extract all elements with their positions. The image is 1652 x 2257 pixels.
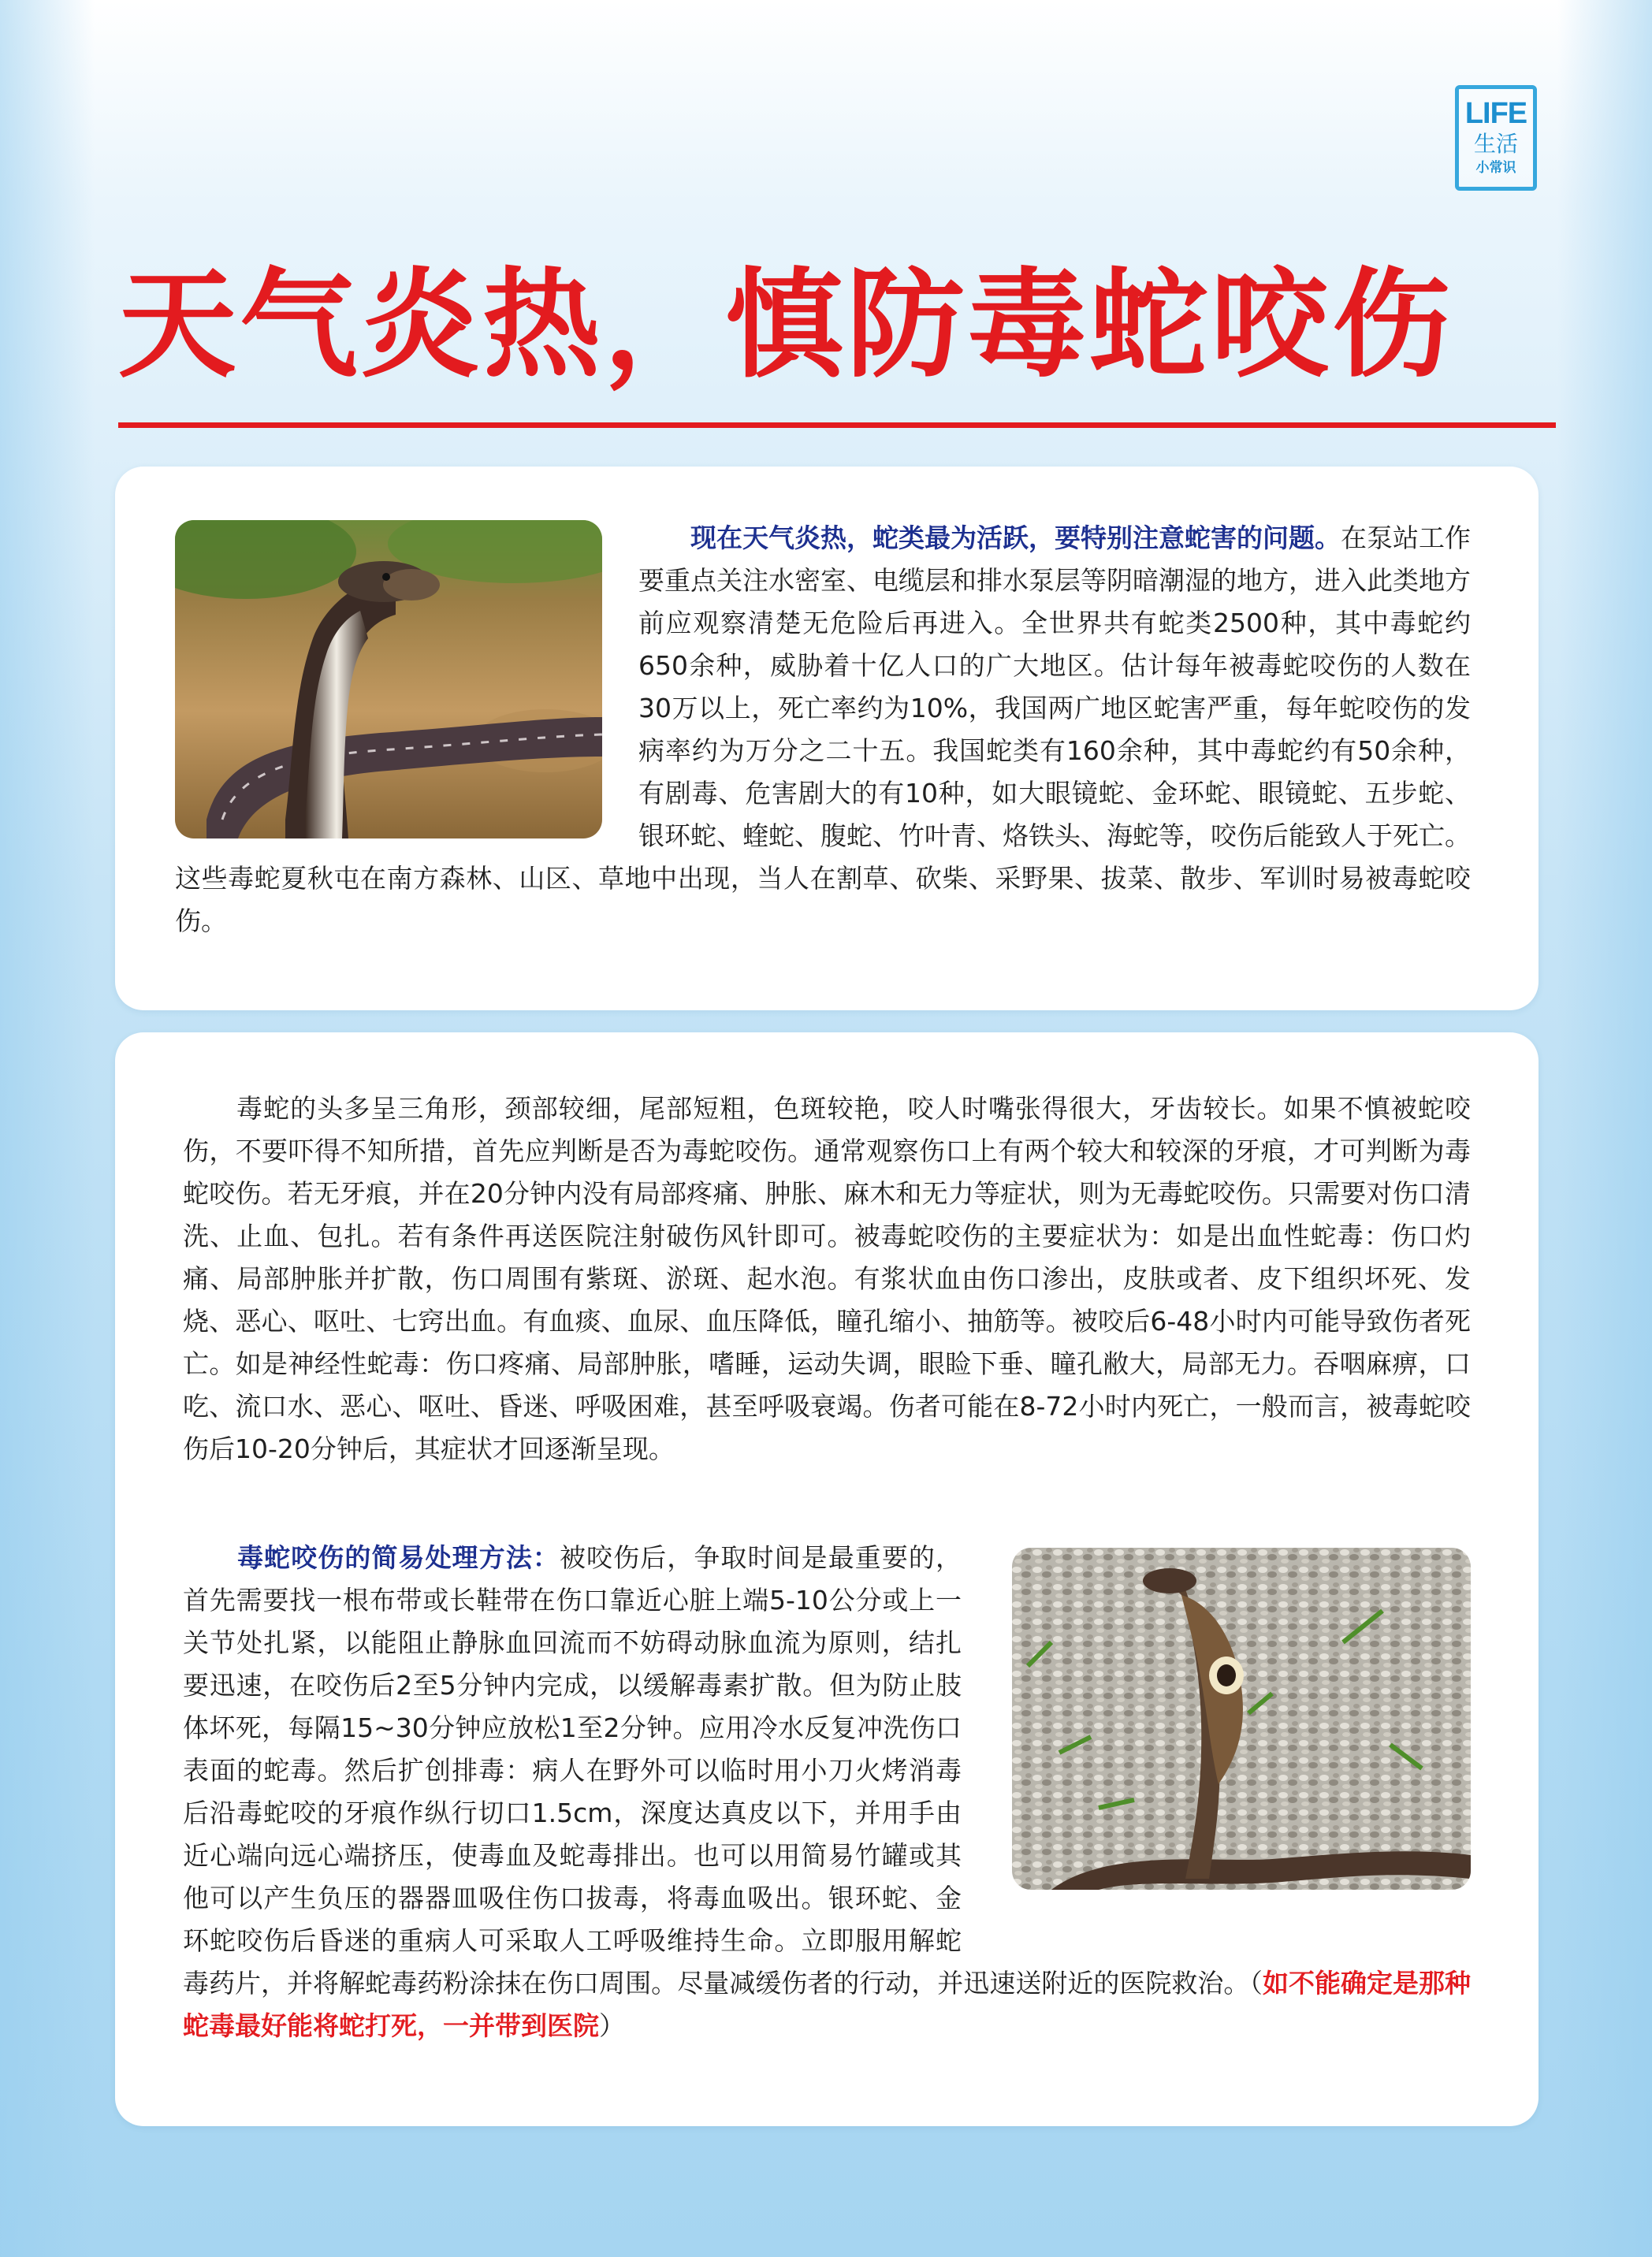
badge-shenghuo-text: 生活 [1473, 131, 1518, 157]
badge-life-text: LIFE [1464, 97, 1527, 130]
intro-paragraph [175, 517, 1471, 943]
photo2-spacer [962, 1537, 1471, 1953]
first-aid-warning: 如不能确定是那种蛇毒最好能将蛇打死，一并带到医院 [183, 1968, 1472, 2041]
life-tips-badge [1455, 85, 1537, 191]
first-aid-close: ） [599, 2010, 625, 2041]
page-title: 天气炎热，慎防毒蛇咬伤 [118, 257, 1454, 394]
first-aid-body: 被咬伤后，争取时间是最重要的，首先需要找一根布带或长鞋带在伤口靠近心脏上端5-10公分或上一关节处扎紧，以能阻止静脉血回流而不妨碍动脉血流为原则，结扎要迅速，在咬伤后2至5分钟内完成，以缓解毒素扩散。但为防止肢体坏死，每隔15~30分钟应放松1至2分钟。应用冷水反复冲洗伤口表面的蛇毒。然后扩创排毒：病人在野外可以临时用小刀火烤消毒后沿毒蛇咬的牙痕作纵行切口1.5cm，深度达真皮以下，并用手由近心端向远心端挤压，使毒血及蛇毒排出。也可以用简易竹罐或其他可以产生负压的器器皿吸住伤口拔毒，将毒血吸出。银环蛇、金环蛇咬伤后昏迷的重病人可采取人工呼吸维持生命。立即服用解蛇毒药片，并将解蛇毒药粉涂抹在伤口周围。尽量减缓伤者的行动，并迅速送附近的医院救治。（ [183, 1542, 1263, 1999]
badge-xiaochangshi-text: 小常识 [1475, 160, 1516, 176]
photo1-spacer [175, 517, 638, 848]
symptoms-paragraph [183, 1088, 1471, 1471]
title-underline [118, 422, 1556, 428]
intro-body: 在泵站工作要重点关注水密室、电缆层和排水泵层等阴暗潮湿的地方，进入此类地方前应观察清楚无危险后再进入。全世界共有蛇类2500种，其中毒蛇约650余种，威胁着十亿人口的广大地区。估计每年被毒蛇咬伤的人数在30万以上，死亡率约为10%，我国两广地区蛇害严重，每年蛇咬伤的发病率约为万分之二十五。我国蛇类有160余种，其中毒蛇约有50余种，有剧毒、危害剧大的有10种，如大眼镜蛇、金环蛇、眼镜蛇、五步蛇、银环蛇、蝰蛇、腹蛇、竹叶青、烙铁头、海蛇等，咬伤后能致人于死亡。这些毒蛇夏秋屯在南方森林、山区、草地中出现，当人在割草、砍柴、采野果、拔菜、散步、军训时易被毒蛇咬伤。 [175, 522, 1471, 936]
background-glow-left [0, 0, 95, 2257]
symptoms-body: 毒蛇的头多呈三角形，颈部较细，尾部短粗，色斑较艳，咬人时嘴张得很大，牙齿较长。如果不慎被蛇咬伤，不要吓得不知所措，首先应判断是否为毒蛇咬伤。通常观察伤口上有两个较大和较深的牙痕，才可判断为毒蛇咬伤。若无牙痕，并在20分钟内没有局部疼痛、肿胀、麻木和无力等症状，则为无毒蛇咬伤。只需要对伤口清洗、止血、包扎。若有条件再送医院注射破伤风针即可。被毒蛇咬伤的主要症状为：如是出血性蛇毒：伤口灼痛、局部肿胀并扩散，伤口周围有紫斑、淤斑、起水泡。有浆状血由伤口渗出，皮肤或者、皮下组织坏死、发烧、恶心、呕吐、七窍出血。有血痰、血尿、血压降低，瞳孔缩小、抽筋等。被咬后6-48小时内可能导致伤者死亡。如是神经性蛇毒：伤口疼痛、局部肿胀，嗜睡，运动失调，眼睑下垂、瞳孔敝大，局部无力。吞咽麻痹，口吃、流口水、恶心、呕吐、昏迷、呼吸困难，甚至呼吸衰竭。伤者可能在8-72小时内死亡，一般而言，被毒蛇咬伤后10-20分钟后，其症状才回逐渐呈现。 [183, 1093, 1471, 1464]
first-aid-paragraph [183, 1537, 1471, 2047]
background-glow-right [1557, 0, 1652, 2257]
first-aid-lead: 毒蛇咬伤的简易处理方法： [236, 1542, 560, 1573]
intro-lead: 现在天气炎热，蛇类最为活跃，要特别注意蛇害的问题。 [690, 522, 1341, 553]
